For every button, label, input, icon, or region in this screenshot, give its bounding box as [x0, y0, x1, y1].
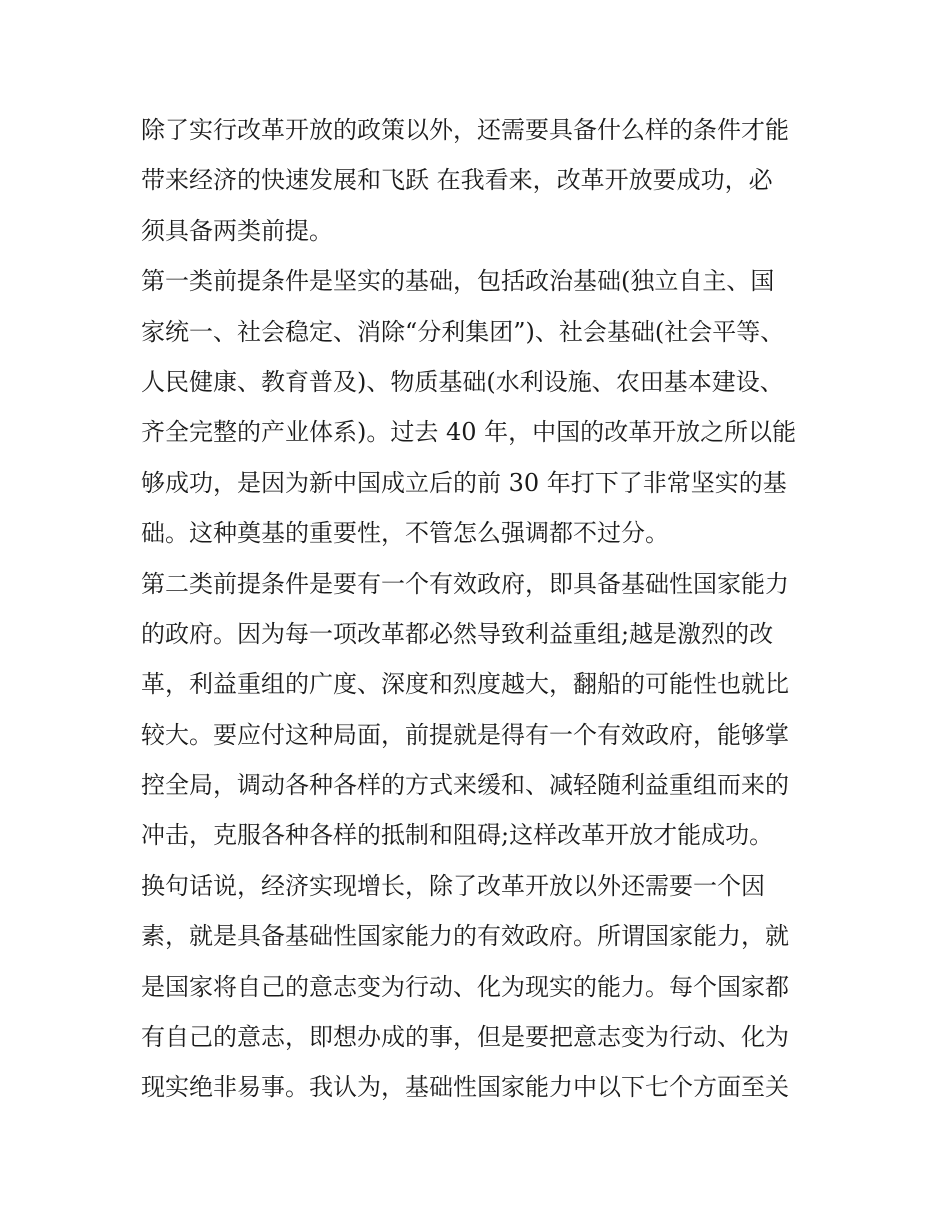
text-line: 有自己的意志，即想办成的事，但是要把意志变为行动、化为 [141, 1023, 789, 1052]
text-line: 的政府。因为每一项改革都必然导致利益重组;越是激烈的改 [141, 619, 774, 648]
text-line: 换句话说，经济实现增长，除了改革开放以外还需要一个因 [141, 871, 765, 900]
text-line: 够成功，是因为新中国成立后的前 30 年打下了非常坚实的基 [141, 468, 787, 497]
text-line: 第二类前提条件是要有一个有效政府，即具备基础性国家能力 [141, 569, 789, 598]
text-line: 素，就是具备基础性国家能力的有效政府。所谓国家能力，就 [141, 922, 789, 951]
text-line: 现实绝非易事。我认为，基础性国家能力中以下七个方面至关 [141, 1073, 789, 1102]
text-line: 家统一、社会稳定、消除“分利集团”)、社会基础(社会平等、 [141, 317, 785, 346]
text-line: 人民健康、教育普及)、物质基础(水利设施、农田基本建设、 [141, 367, 784, 396]
text-line: 齐全完整的产业体系)。过去 40 年，中国的改革开放之所以能 [141, 418, 797, 447]
text-line: 较大。要应付这种局面，前提就是得有一个有效政府，能够掌 [141, 720, 789, 749]
text-line: 革，利益重组的广度、深度和烈度越大，翻船的可能性也就比 [141, 670, 789, 699]
text-line: 除了实行改革开放的政策以外，还需要具备什么样的条件才能 [141, 116, 789, 144]
text-line: 础。这种奠基的重要性，不管怎么强调都不过分。 [141, 519, 669, 548]
text-line: 第一类前提条件是坚实的基础，包括政治基础(独立自主、国 [141, 267, 775, 296]
body-text [141, 105, 821, 1113]
text-line: 控全局，调动各种各样的方式来缓和、减轻随利益重组而来的 [141, 771, 789, 800]
text-line: 冲击，克服各种各样的抵制和阻碍;这样改革开放才能成功。 [141, 821, 774, 850]
text-line: 须具备两类前提。 [141, 216, 333, 245]
text-line: 带来经济的快速发展和飞跃 在我看来，改革开放要成功，必 [141, 166, 773, 195]
text-line: 是国家将自己的意志变为行动、化为现实的能力。每个国家都 [141, 972, 789, 1001]
